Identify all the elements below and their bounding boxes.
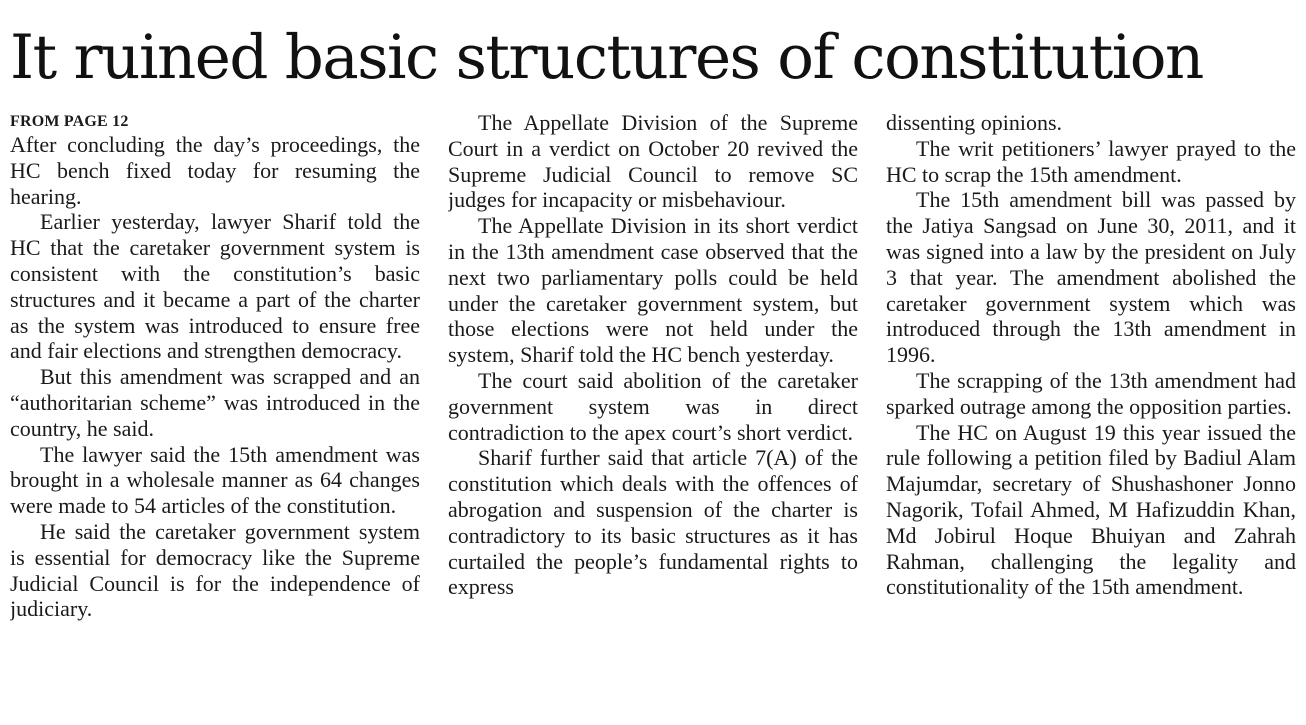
paragraph: The court said abolition of the caretaker government system was in direct contradiction to the apex court’s short verdict.	[448, 367, 858, 445]
paragraph: But this amendment was scrapped and an “authoritarian scheme” was introduced in the country, he said.	[10, 364, 420, 441]
article-body	[10, 110, 1296, 710]
paragraph: After concluding the day’s proceedings, the HC bench fixed today for resuming the hearing.	[10, 132, 420, 209]
page-reference: FROM PAGE 12	[10, 113, 129, 130]
paragraph: The 15th amendment bill was passed by the Jatiya Sangsad on June 30, 2011, and it was signed into a law by the president on July 3 that year. The amendment abolished the caretaker government system which was introduced through the 13th amendment in 1996.	[886, 187, 1296, 368]
paragraph: The HC on August 19 this year issued the rule following a petition filed by Badiul Alam Majumdar, secretary of Shushashoner Jonno Nagorik, Tofail Ahmed, M Hafizuddin Khan, Md Jobirul Hoque Bhuiyan and Zahrah Rahman, challenging the legality and constitutionality of the 15th amendment.	[886, 419, 1296, 600]
column-1	[10, 110, 420, 710]
paragraph: The lawyer said the 15th amendment was brought in a wholesale manner as 64 changes were made to 54 articles of the constitution.	[10, 441, 420, 519]
paragraph: The scrapping of the 13th amendment had sparked outrage among the opposition parties.	[886, 367, 1296, 419]
column-2	[448, 110, 858, 710]
headline: It ruined basic structures of constitution	[10, 22, 1203, 93]
paragraph: Sharif further said that article 7(A) of the constitution which deals with the offences of abrogation and suspension of the charter is contradictory to its basic structures as it has curtailed the people’s fundamental rights to express	[448, 445, 858, 600]
paragraph: Earlier yesterday, lawyer Sharif told the HC that the caretaker government system is consistent with the constitution’s basic structures and it became a part of the charter as the system was introduced to ensure free and fair elections and strengthen democracy.	[10, 209, 420, 364]
paragraph: The writ petitioners’ lawyer prayed to the HC to scrap the 15th amendment.	[886, 135, 1296, 187]
paragraph: He said the caretaker government system is essential for democracy like the Supreme Judicial Council is for the independence of judiciary.	[10, 518, 420, 622]
column-3	[886, 110, 1296, 710]
paragraph-continued: dissenting opinions.	[886, 110, 1063, 135]
paragraph: The Appellate Division of the Supreme Court in a verdict on October 20 revived the Supreme Judicial Council to remove SC judges for incapacity or misbehaviour.	[448, 110, 858, 213]
paragraph: The Appellate Division in its short verdict in the 13th amendment case observed that the next two parliamentary polls could be held under the caretaker government system, but those elections were not held under the system, Sharif told the HC bench yesterday.	[448, 213, 858, 368]
